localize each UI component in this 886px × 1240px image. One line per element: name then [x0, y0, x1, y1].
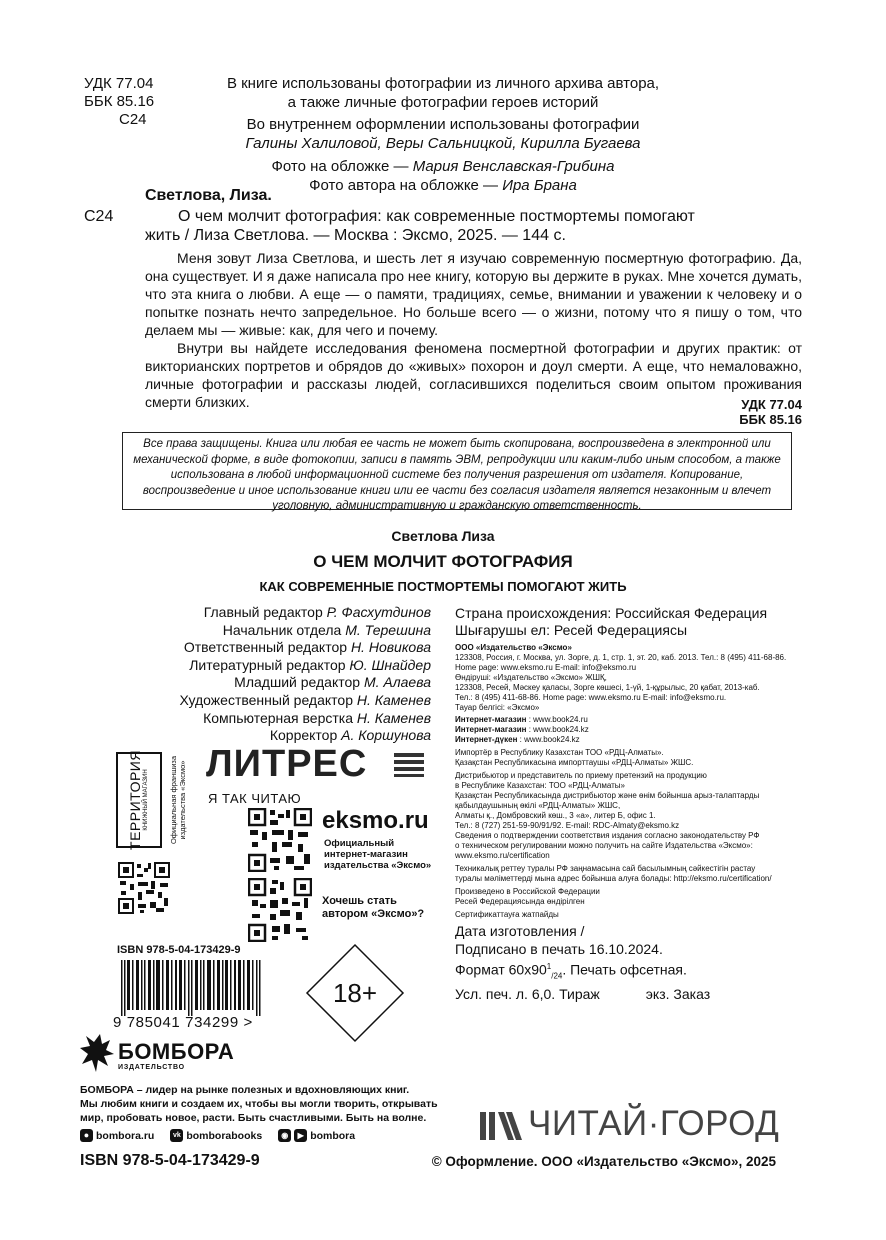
age-rating-badge [305, 943, 405, 1043]
eksmo-logo[interactable]: eksmo.ru [322, 807, 429, 834]
credit-name: М. Алаева [363, 674, 431, 691]
bombora-desc-1: БОМБОРА – лидер на рынке полезных и вдохновляющих книг. [80, 1084, 410, 1096]
title-author: Светлова Лиза [391, 528, 495, 544]
footer-isbn: ISBN 978-5-04-173429-9 [80, 1152, 260, 1169]
author-photo-credit [200, 176, 686, 195]
credit-line: а также личные фотографии героев историй [287, 94, 599, 111]
bbk-top: ББК 85.16 [84, 93, 155, 110]
imprint-line: Сертификаттауға жатпайды [455, 910, 559, 919]
shop-label: Интернет-магазин [455, 715, 527, 724]
format-text-2: . Печать офсетная. [562, 961, 687, 978]
imprint-line: 123308, Ресей, Мәскеу қаласы, Зорге көшесі, 1-үй, 1-құрылыс, 20 қабат, 2013-каб. [455, 683, 760, 692]
origin [455, 605, 767, 639]
imprint-line: Қазақстан Республикасында дистрибьютор және өнім бойынша арыз-талаптарды [455, 791, 760, 800]
imprint-line: Тел.: 8 (495) 411-68-86. Home page: www.eksmo.ru E-mail: info@eksmo.ru. [455, 693, 727, 702]
credit-row [120, 604, 431, 622]
print-signed: Подписано в печать 16.10.2024. [455, 941, 663, 957]
format-sup: 1 [546, 962, 552, 971]
cover-photo-credit [200, 157, 686, 176]
imprint-line: Произведено в Российской Федерации [455, 887, 600, 896]
social-vk-label: bomborabooks [186, 1129, 263, 1142]
credit-name: А. Коршунова [341, 727, 431, 744]
print-volume [455, 985, 710, 1003]
shop-url: : www.book24.kz [526, 725, 589, 734]
barcode [117, 960, 267, 1016]
qr-code-eksmo-shop[interactable] [248, 808, 312, 872]
credit-name: Ю. Шнайдер [349, 656, 431, 673]
social-video[interactable] [278, 1129, 355, 1142]
litres-lines-icon [394, 752, 424, 778]
play-icon: ▶ [294, 1129, 307, 1142]
imprint-line: Өндіруші: «Издательство «Эксмо» ЖШҚ, [455, 673, 607, 682]
credit-role: Ответственный редактор [183, 639, 351, 656]
bombora-sub: ИЗДАТЕЛЬСТВО [118, 1064, 185, 1071]
eksmo-desc-3: издательства «Эксмо» [324, 860, 432, 871]
qr-code-territory[interactable] [118, 862, 170, 914]
imprint-line: Алматы қ., Домбровский көш., 3 «а», литер Б, офис 1. [455, 811, 656, 820]
credit-row [120, 622, 431, 640]
annotation-p1: Меня зовут Лиза Светлова, и шесть лет я изучаю современную посмертную фотографию. Да, она существует. И я даже написала про нее книгу, которую вы держите в руках. Мне хочется думать, что эта книга о любви. А еще — о памяти, традициях, семье, внимании и уважении к человеку и о попытке познать нечто запредельное. Но больше всего — о жизни, потому что я пишу о том, что делаем мы — живые: как, для чего и почему. [145, 250, 802, 338]
chitai-gorod-book-icon [480, 1110, 524, 1142]
credit-name: Н. Каменев [356, 709, 431, 726]
imprint-line: Home page: www.eksmo.ru E-mail: info@eksmo.ru [455, 663, 637, 672]
credit-name: М. Терешина [345, 621, 431, 638]
credit-name: Р. Фасхутдинов [326, 604, 431, 620]
credit-role: Начальник отдела [222, 621, 346, 638]
bombora-description [80, 1083, 438, 1125]
order-text: экз. Заказ [645, 986, 711, 1003]
social-site[interactable] [80, 1129, 154, 1142]
credit-role: Литературный редактор [189, 656, 350, 673]
imprint-line: 123308, Россия, г. Москва, ул. Зорге, д. 1, стр. 1, эт. 20, каб. 2013. Тел.: 8 (495) 411-68-86. [455, 653, 787, 662]
udk-top: УДК 77.04 [84, 75, 154, 92]
annotation-p2: Внутри вы найдете исследования феномена посмертной фотографии и других практик: от викторианских портретов и обрядов до «живых» похорон и доул смерти. А еще, что немаловажно, личные фотографии и рассказы людей, согласившихся поделиться своим опытом проживания смерти близких. [145, 340, 802, 410]
credit-name: Н. Новикова [350, 639, 431, 656]
imprint-line: Техникалық реттеу туралы РФ заңнамасына сай басылымның сәйкестігін растау [455, 864, 756, 873]
eksmo-author-cta [322, 895, 424, 921]
credit-role: Компьютерная верстка [203, 709, 357, 726]
imprint [455, 643, 795, 920]
shop-url: : www.book24.kz [517, 735, 580, 744]
imprint-line: Тел.: 8 (727) 251-59-90/91/92. E-mail: RDC-Almaty@eksmo.kz [455, 821, 680, 830]
rights-box: Все права защищены. Книга или любая ее часть не может быть скопирована, воспроизведена в электронной или механической форме, в виде фотокопии, записи в память ЭВМ, репродукции или каким-либо иным способом, а также использована в любой информационной системе без получения разрешения от издателя. Копирование, воспроизведение и иное использование книги или ее части без согласия издателя является незаконным и влечет уголовную, административную и гражданскую ответственность. [122, 432, 792, 510]
barcode-digits: 9 785041 734299 > [113, 1014, 253, 1031]
imprint-line: www.eksmo.ru/certification [455, 851, 550, 860]
code-top: С24 [119, 111, 147, 128]
biblio-line1: О чем молчит фотография: как современные постмортемы помогают [178, 208, 695, 225]
shop-label: Интернет-магазин [455, 725, 527, 734]
credit-role: Корректор [269, 727, 342, 744]
site-icon: ● [80, 1129, 93, 1142]
social-video-label: bombora [310, 1129, 356, 1142]
eksmo-desc-1: Официальный [324, 838, 395, 849]
shop-line [455, 715, 795, 725]
credit-line: Во внутреннем оформлении использованы фотографии [246, 116, 640, 133]
territory-side [166, 752, 190, 848]
litres-wordmark: ЛИТРЕС [206, 743, 368, 785]
camera-icon: ◉ [278, 1129, 291, 1142]
social-site-label: bombora.ru [96, 1129, 155, 1142]
format-sub: /24 [551, 971, 563, 981]
credit-role: Главный редактор [203, 604, 327, 620]
bombora-logo: БОМБОРА [118, 1039, 235, 1064]
imprint-line: Импортёр в Республику Казахстан ТОО «РДЦ-Алматы». [455, 748, 664, 757]
shop-line [455, 725, 795, 735]
imprint-line: Тауар белгісі: «Эксмо» [455, 703, 540, 712]
age-rating: 18+ [332, 978, 378, 1008]
bombora-desc-2: Мы любим книги и создаем их, чтобы вы могли творить, открывать [80, 1098, 438, 1110]
territory-title: ТЕРРИТОРИЯ [127, 750, 143, 850]
photo-credits [200, 74, 686, 195]
imprint-line: в Республике Казахстан: ТОО «РДЦ-Алматы» [455, 781, 625, 790]
biblio-code: С24 [84, 208, 114, 225]
author-cta-2: автором «Эксмо»? [322, 908, 425, 920]
shop-line [455, 735, 795, 745]
bombora-mascot-icon [80, 1032, 116, 1074]
annotation-bbk: ББК 85.16 [739, 412, 802, 427]
credit-role: Художественный редактор [179, 691, 357, 708]
territory-side-2: издательства «Эксмо» [178, 760, 187, 840]
chitai-gorod-logo: ЧИТАЙ·ГОРОД [528, 1104, 780, 1143]
print-date-label: Дата изготовления / [455, 923, 585, 939]
print-info [455, 922, 710, 1003]
imprint-line: туралы мәліметтерді мына адрес бойынша алуға болады: http://eksmo.ru/certification/ [455, 874, 772, 883]
format-text: Формат 60х90 [455, 961, 547, 978]
credit-line: В книге использованы фотографии из личного архива автора, [226, 75, 660, 92]
imprint-line: о техническом регулировании можно получить на сайте Издательства «Эксмо»: [455, 841, 753, 850]
book-title: О ЧЕМ МОЛЧИТ ФОТОГРАФИЯ [313, 552, 573, 571]
biblio-author: Светлова, Лиза. [145, 187, 272, 204]
imprint-line: қабылдаушының өкілі «РДЦ-Алматы» ЖШС, [455, 801, 621, 810]
barcode-isbn: ISBN 978-5-04-173429-9 [117, 944, 241, 956]
footer-copyright: © Оформление. ООО «Издательство «Эксмо», 2025 [431, 1154, 776, 1169]
credit-role: Младший редактор [234, 674, 364, 691]
imprint-line: Қазақстан Республикасына импорттаушы «РДЦ-Алматы» ЖШС. [455, 758, 694, 767]
annotation [145, 249, 802, 411]
credits-list [120, 604, 431, 745]
qr-code-eksmo-author[interactable] [248, 878, 312, 942]
origin-ru: Страна происхождения: Российская Федерация [455, 605, 768, 621]
social-links [80, 1129, 355, 1142]
shop-label: Интернет-дүкен [455, 735, 518, 744]
biblio-line2: жить / Лиза Светлова. — Москва : Эксмо, 2025. — 144 с. [145, 227, 566, 244]
social-vk[interactable] [170, 1129, 262, 1142]
eksmo-desc-2: интернет-магазин [324, 849, 408, 860]
imprint-publisher: ООО «Издательство «Эксмо» [455, 643, 572, 652]
credit-row [120, 710, 431, 728]
litres-tagline: Я ТАК ЧИТАЮ [208, 791, 302, 806]
imprint-line: Ресей Федерациясында өндірілген [455, 897, 585, 906]
author-photo-name: Ира Брана [502, 177, 577, 194]
cover-photo-label: Фото на обложке — [271, 158, 413, 175]
imprint-line: Дистрибьютор и представитель по приему претензий на продукцию [455, 771, 707, 780]
territory-side-text [169, 756, 187, 844]
shop-url: : www.book24.ru [526, 715, 588, 724]
vk-icon: vk [170, 1129, 183, 1142]
cover-photo-name: Мария Венславская-Грибина [412, 158, 615, 175]
territory-logo [116, 752, 162, 848]
credit-row [120, 639, 431, 657]
territory-side-1: Официальная франшиза [169, 755, 178, 845]
annotation-udk: УДК 77.04 [741, 397, 802, 412]
credit-name: Н. Каменев [356, 691, 431, 708]
bombora-desc-3: мир, пробовать новое, расти. Быть счастливыми. Быть на волне. [80, 1112, 427, 1124]
territory-sub: КНИЖНЫЙ МАГАЗИН [143, 769, 149, 831]
origin-kz: Шығарушы ел: Ресей Федерациясы [455, 622, 688, 638]
book-subtitle: КАК СОВРЕМЕННЫЕ ПОСТМОРТЕМЫ ПОМОГАЮТ ЖИТЬ [259, 579, 627, 594]
credit-row [120, 692, 431, 710]
credit-row [120, 674, 431, 692]
author-cta-1: Хочешь стать [322, 895, 397, 907]
imprint-line: Сведения о подтверждении соответствия издания согласно законодательству РФ [455, 831, 760, 840]
litres-logo [206, 744, 367, 784]
credit-line: Галины Халиловой, Веры Сальницкой, Кирилла Бугаева [245, 135, 641, 152]
print-format [455, 958, 710, 985]
author-photo-label: Фото автора на обложке — [309, 177, 503, 194]
eksmo-desc [324, 838, 431, 871]
territory-text [128, 750, 150, 850]
volume-text: Усл. печ. л. 6,0. Тираж [455, 986, 600, 1003]
credit-row [120, 657, 431, 675]
